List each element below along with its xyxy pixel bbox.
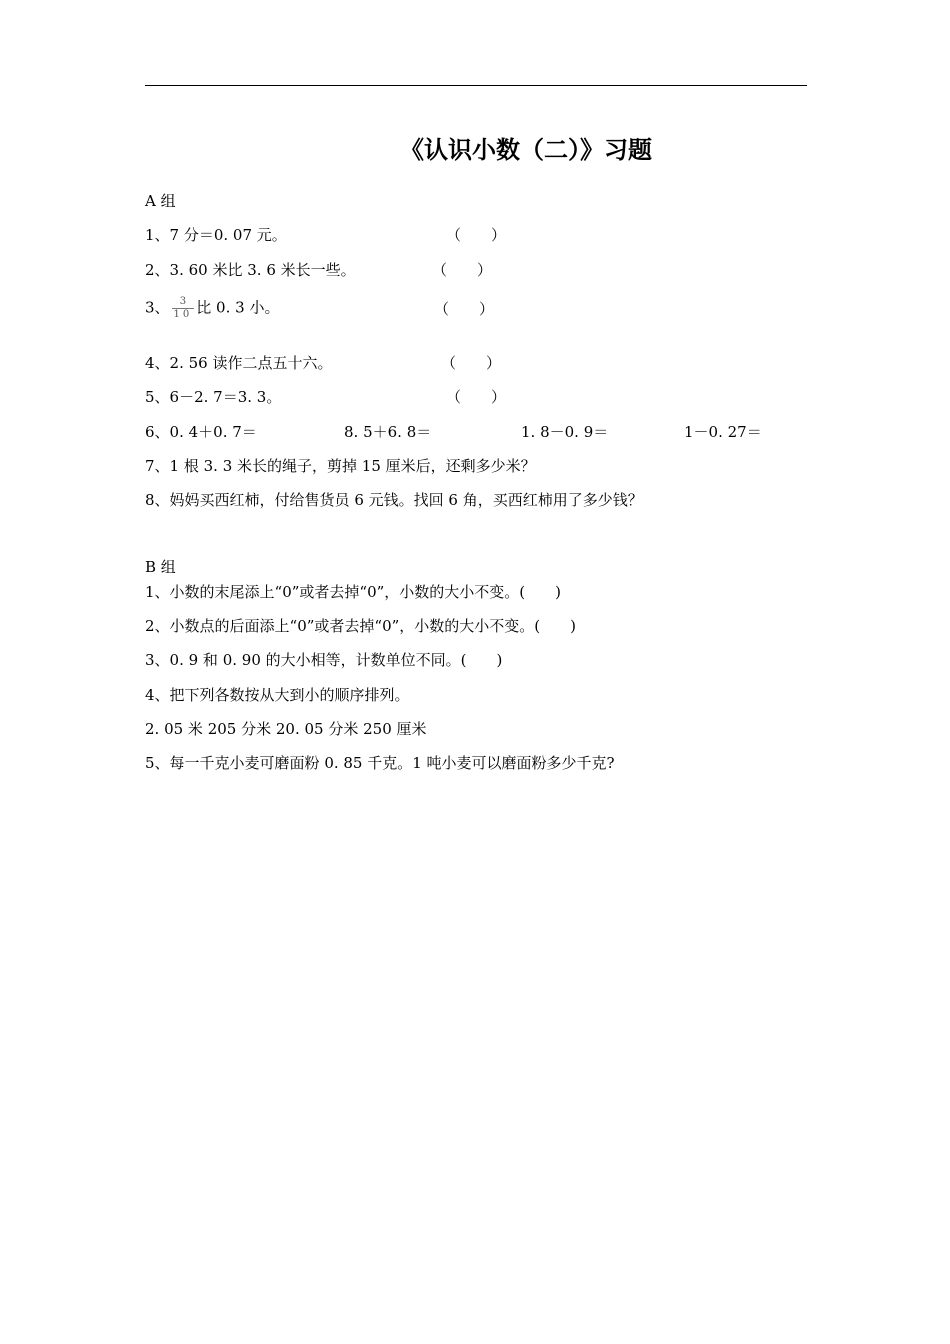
- group-b-heading: B 组: [145, 558, 176, 576]
- calc-item-1: 6、0. 4＋0. 7＝: [145, 423, 257, 441]
- fraction-numerator: 3: [172, 296, 195, 309]
- group-a-question-3: [145, 296, 279, 321]
- group-b-number-list: 2. 05 米 205 分米 20. 05 分米 250 厘米: [145, 720, 427, 738]
- group-b-question-5: 5、每一千克小麦可磨面粉 0. 85 千克。1 吨小麦可以磨面粉多少千克?: [145, 754, 615, 772]
- q3-suffix: 比 0. 3 小。: [196, 298, 280, 317]
- calc-item-3: 1. 8－0. 9＝: [521, 423, 609, 441]
- answer-paren-1: （ ）: [446, 226, 507, 244]
- fraction: [172, 296, 195, 321]
- answer-paren-2: （ ）: [432, 261, 493, 279]
- page-title: 《认识小数（二）》习题: [400, 136, 652, 164]
- group-a-question-8: 8、妈妈买西红柿，付给售货员 6 元钱。找回 6 角，买西红柿用了多少钱？: [145, 491, 643, 509]
- group-b-question-4: 4、把下列各数按从大到小的顺序排列。: [145, 686, 410, 704]
- group-a-question-5: 5、6－2. 7＝3. 3。: [145, 388, 282, 406]
- answer-paren-3: （ ）: [434, 300, 495, 318]
- group-a-question-1: 1、7 分＝0. 07 元。: [145, 226, 287, 244]
- calc-item-2: 8. 5＋6. 8＝: [344, 423, 432, 441]
- calc-item-4: 1－0. 27＝: [684, 423, 762, 441]
- group-a-question-7: 7、1 根 3. 3 米长的绳子，剪掉 15 厘米后，还剩多少米？: [145, 457, 536, 475]
- answer-paren-5: （ ）: [446, 388, 507, 406]
- header-rule: [145, 85, 807, 86]
- group-b-question-1: 1、小数的末尾添上“0”或者去掉“0”，小数的大小不变。( ): [145, 583, 562, 601]
- group-b-question-3: 3、0. 9 和 0. 90 的大小相等，计数单位不同。( ): [145, 651, 503, 669]
- group-b-question-2: 2、小数点的后面添上“0”或者去掉“0”，小数的大小不变。( ): [145, 617, 577, 635]
- fraction-denominator: 10: [173, 309, 193, 320]
- group-a-heading: A 组: [145, 192, 176, 210]
- group-a-question-2: 2、3. 60 米比 3. 6 米长一些。: [145, 261, 356, 279]
- answer-paren-4: （ ）: [441, 354, 502, 372]
- q3-prefix: 3、: [145, 298, 170, 317]
- group-a-question-4: 4、2. 56 读作二点五十六。: [145, 354, 333, 372]
